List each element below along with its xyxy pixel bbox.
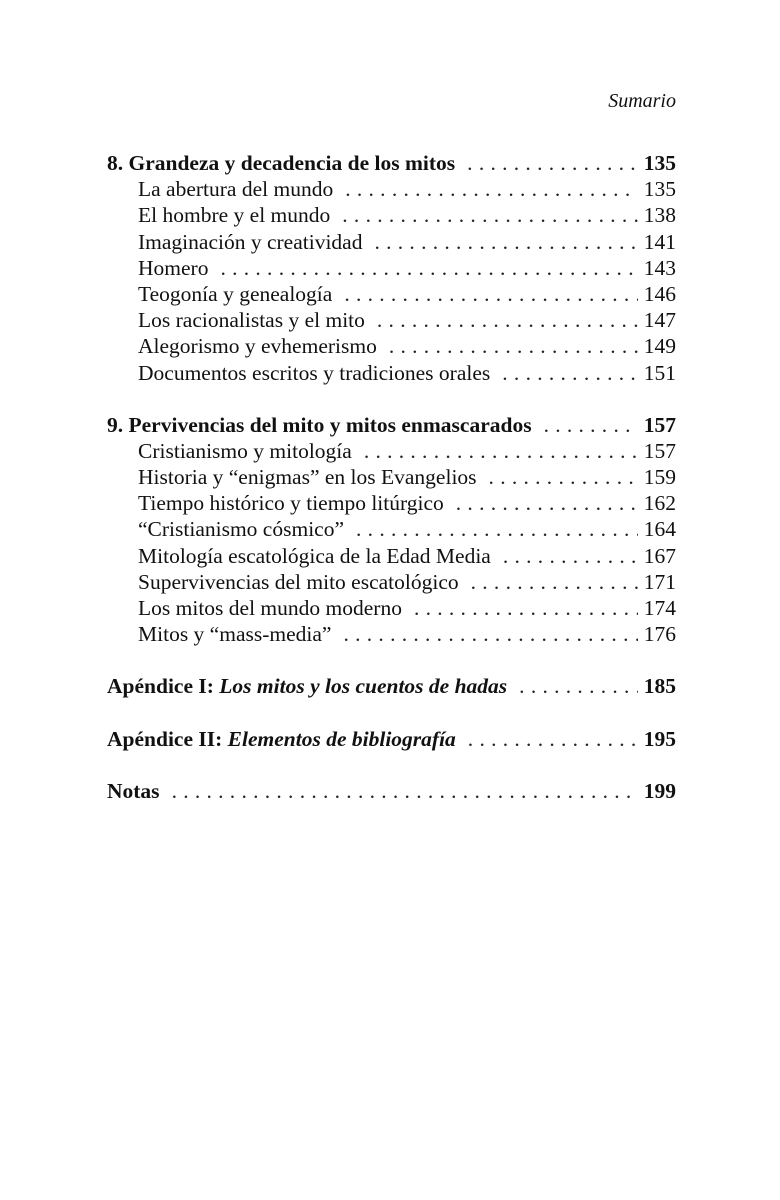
toc-entry — [107, 333, 676, 359]
appendix-subtitle: Los mitos y los cuentos de hadas — [219, 674, 508, 699]
toc-entry — [107, 229, 676, 255]
appendix-label: Apéndice I: — [107, 674, 214, 699]
page-number: 167 — [643, 543, 676, 568]
page-number: 138 — [643, 203, 676, 228]
dot-leader — [503, 543, 638, 569]
appendix-title — [107, 673, 507, 699]
page-number: 199 — [643, 778, 676, 803]
entry-title: Supervivencias del mito escatológico — [138, 569, 459, 594]
page-number: 135 — [643, 177, 676, 202]
page-number: 147 — [643, 308, 676, 333]
entry-title: Cristianismo y mitología — [138, 438, 352, 463]
page-number: 185 — [643, 674, 676, 699]
page-number: 171 — [643, 569, 676, 594]
dot-leader — [345, 176, 638, 202]
entry-title: Mitos y “mass-media” — [138, 622, 332, 647]
appendix-1-heading — [107, 673, 676, 699]
entry-title: Teogonía y genealogía — [138, 281, 333, 306]
entry-title: Los racionalistas y el mito — [138, 308, 365, 333]
page-number: 157 — [643, 412, 676, 437]
toc-entry — [107, 176, 676, 202]
table-of-contents — [107, 150, 676, 830]
page-number: 174 — [643, 596, 676, 620]
page-number: 141 — [643, 229, 676, 254]
entry-title: Historia y “enigmas” en los Evangelios — [138, 465, 477, 490]
page-number: 195 — [643, 726, 676, 751]
notes-title: Notas — [107, 778, 160, 803]
entry-title: Tiempo histórico y tiempo litúrgico — [138, 491, 444, 516]
appendix-label: Apéndice II: — [107, 726, 223, 751]
dot-leader — [467, 150, 638, 176]
entry-title: Documentos escritos y tradiciones orales — [138, 360, 491, 385]
entry-title: Homero — [138, 255, 209, 280]
toc-entry — [107, 543, 676, 569]
dot-leader — [471, 569, 638, 595]
toc-entry — [107, 255, 676, 281]
toc-entry — [107, 464, 676, 490]
page-number: 149 — [643, 334, 676, 359]
appendix-2-section — [107, 726, 676, 752]
dot-leader — [344, 281, 637, 307]
page-number: 151 — [643, 360, 676, 385]
dot-leader — [389, 333, 638, 359]
chapter-8-section — [107, 150, 676, 386]
entry-title: El hombre y el mundo — [138, 203, 331, 228]
toc-entry — [107, 490, 676, 516]
dot-leader — [456, 490, 638, 516]
dot-leader — [343, 621, 637, 647]
page-number: 146 — [643, 281, 676, 306]
entry-title: Los mitos del mundo moderno — [138, 596, 402, 620]
entry-title: La abertura del mundo — [138, 177, 334, 202]
page-number: 135 — [643, 151, 676, 175]
toc-entry — [107, 595, 676, 621]
appendix-subtitle: Elementos de bibliografía — [227, 726, 456, 751]
entry-title: Mitología escatológica de la Edad Media — [138, 543, 491, 568]
entry-title: Imaginación y creatividad — [138, 229, 363, 254]
toc-entry — [107, 516, 676, 542]
dot-leader — [220, 255, 637, 281]
page-number: 176 — [643, 622, 676, 647]
appendix-title — [107, 726, 456, 752]
running-head: Sumario — [608, 90, 676, 112]
dot-leader — [377, 307, 638, 333]
chapter-9-section — [107, 412, 676, 648]
notes-section — [107, 778, 676, 804]
dot-leader — [502, 360, 637, 386]
chapter-title: 9. Pervivencias del mito y mitos enmascarados — [107, 412, 532, 437]
dot-leader — [172, 778, 638, 804]
toc-entry — [107, 569, 676, 595]
chapter-9-heading — [107, 412, 676, 438]
toc-entry — [107, 202, 676, 228]
toc-entry — [107, 307, 676, 333]
page-number: 164 — [643, 517, 676, 542]
page-number: 159 — [643, 465, 676, 490]
dot-leader — [468, 726, 638, 752]
dot-leader — [364, 438, 638, 464]
entry-title: Alegorismo y evhemerismo — [138, 334, 377, 359]
page-number: 157 — [643, 438, 676, 463]
chapter-8-heading — [107, 150, 676, 176]
dot-leader — [519, 673, 638, 699]
dot-leader — [356, 516, 638, 542]
appendix-1-section — [107, 673, 676, 699]
dot-leader — [342, 202, 637, 228]
toc-entry — [107, 621, 676, 647]
toc-entry — [107, 360, 676, 386]
toc-entry — [107, 438, 676, 464]
notes-heading — [107, 778, 676, 804]
dot-leader — [374, 229, 637, 255]
dot-leader — [414, 595, 638, 621]
dot-leader — [544, 412, 638, 438]
page-number: 162 — [643, 491, 676, 516]
chapter-title: 8. Grandeza y decadencia de los mitos — [107, 151, 456, 175]
toc-entry — [107, 281, 676, 307]
entry-title: “Cristianismo cósmico” — [138, 517, 345, 542]
page-number: 143 — [643, 255, 676, 280]
dot-leader — [489, 464, 638, 490]
appendix-2-heading — [107, 726, 676, 752]
